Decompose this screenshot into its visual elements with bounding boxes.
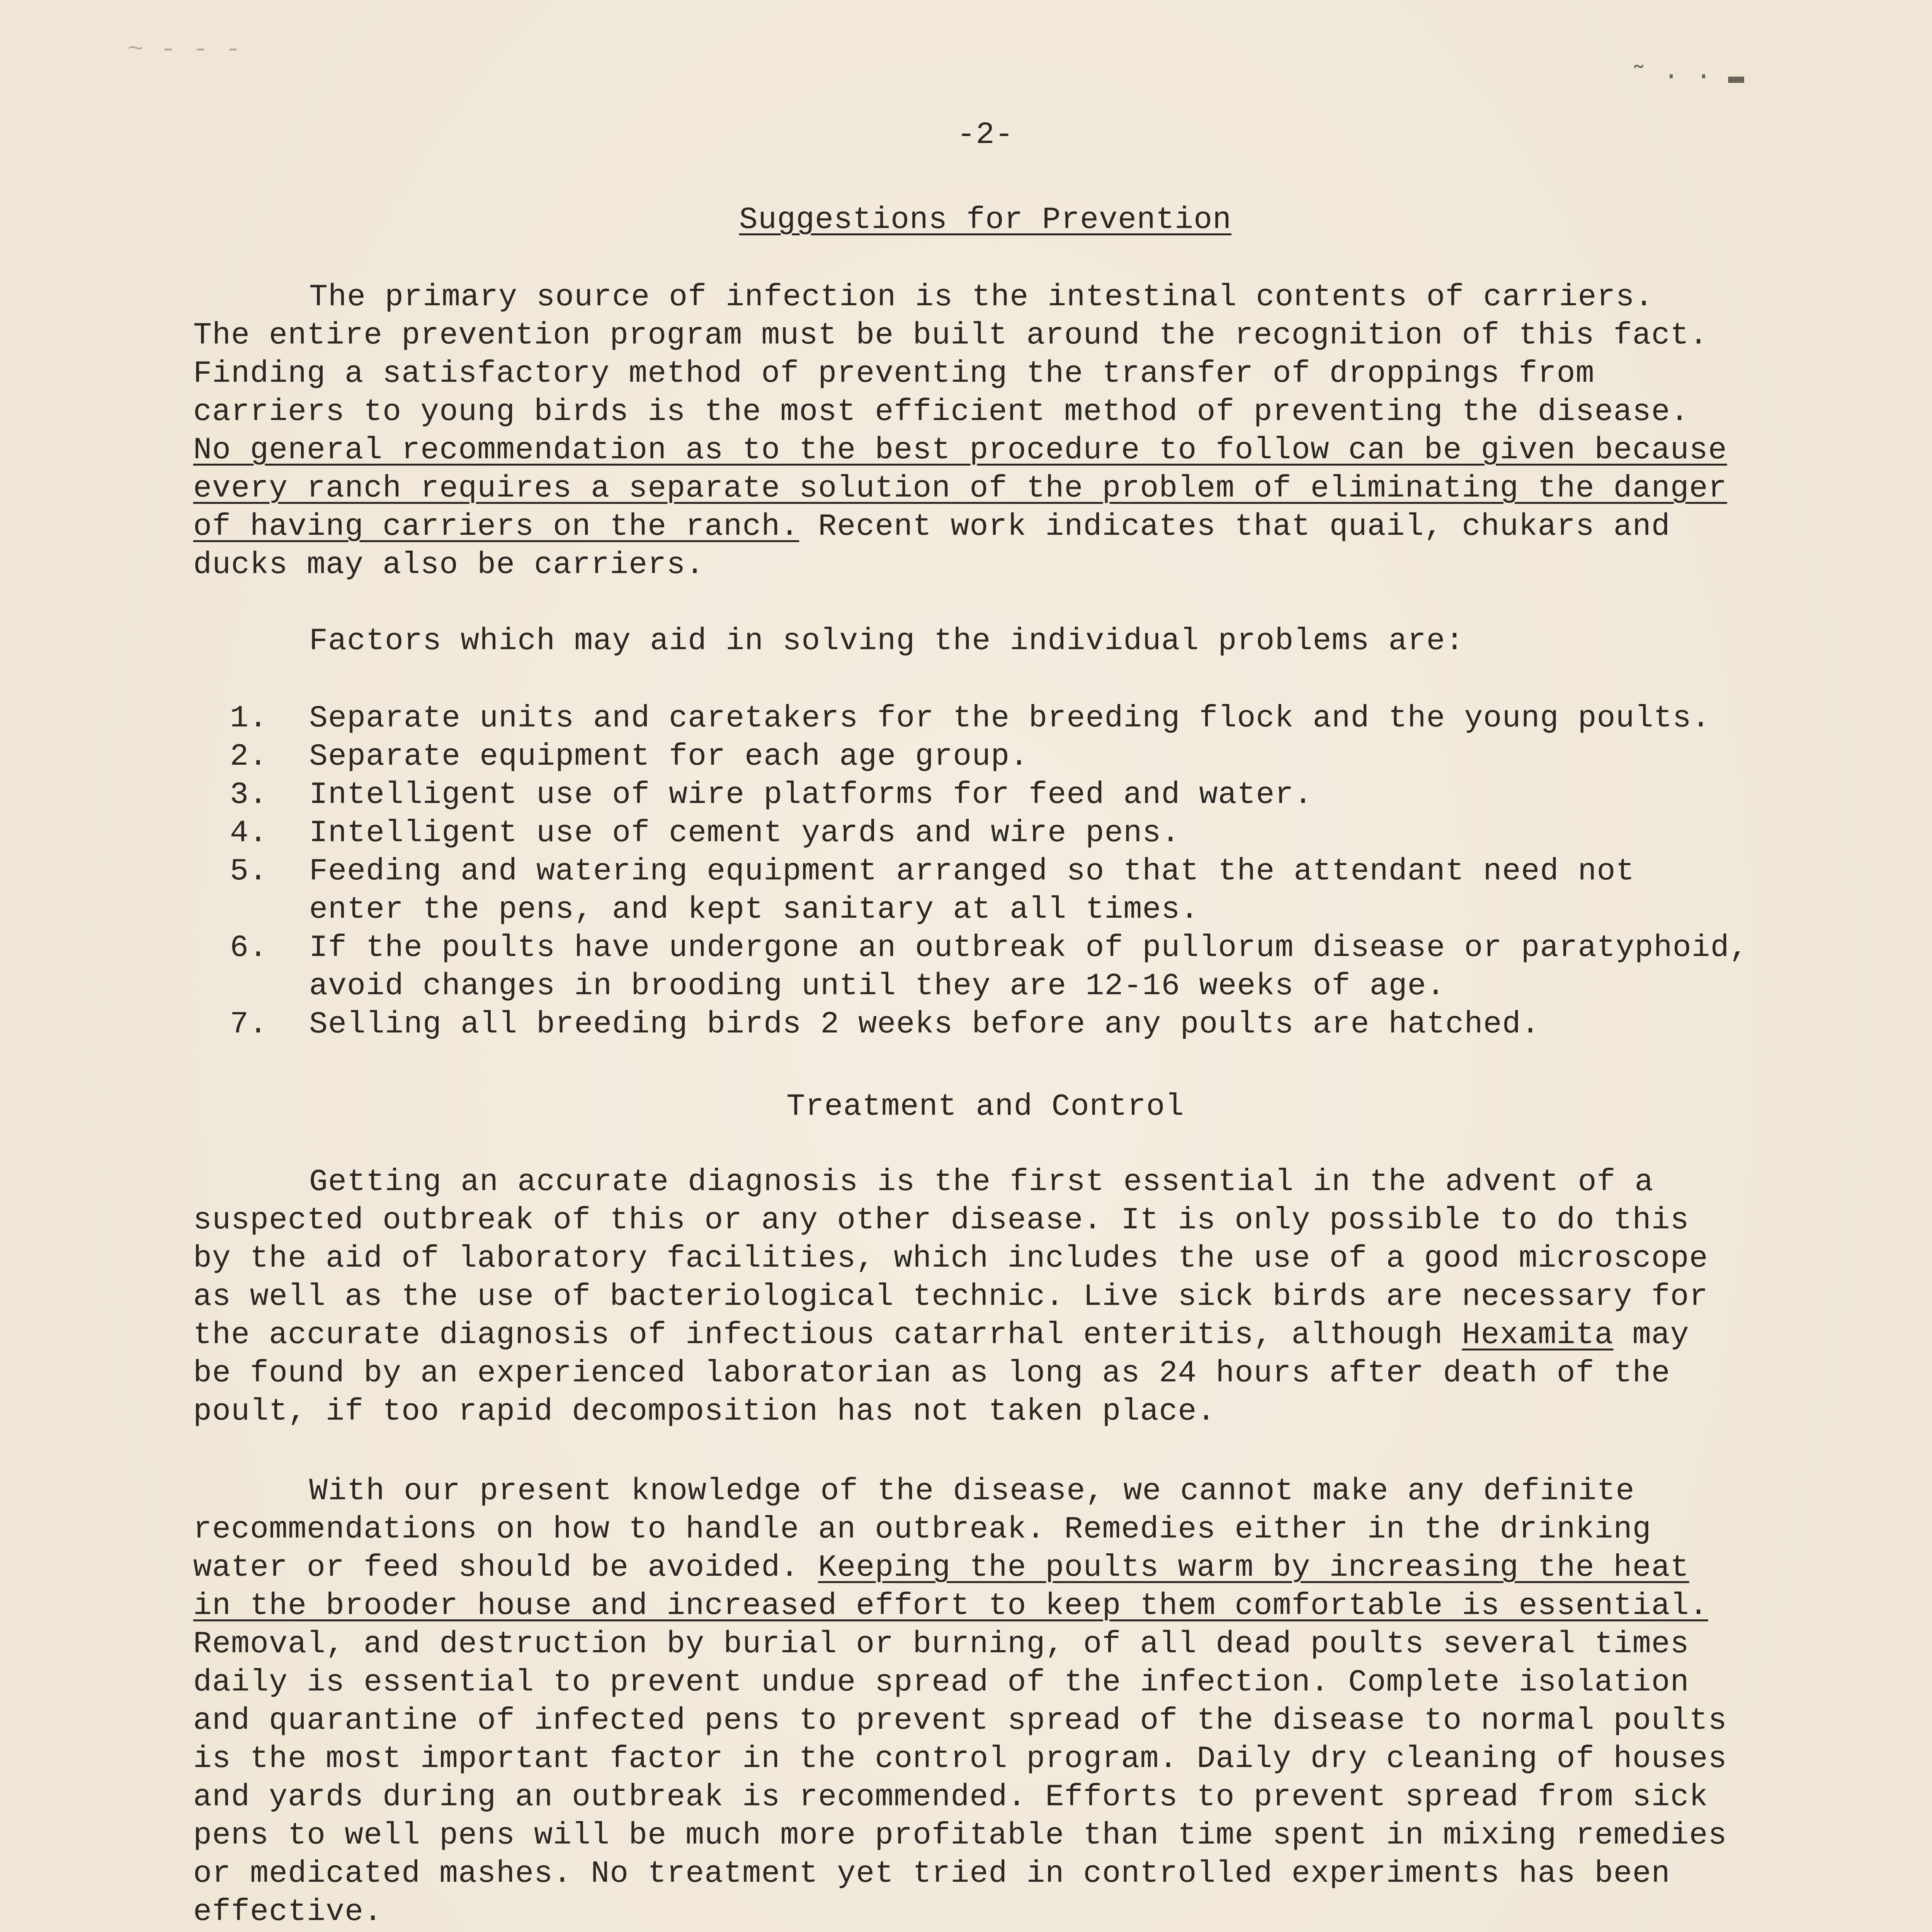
prevention-heading-text: Suggestions for Prevention <box>739 202 1232 238</box>
factors-intro: Factors which may aid in solving the individual problems are: <box>309 624 1464 659</box>
section-heading-treatment: Treatment and Control <box>786 1089 1184 1124</box>
list-item <box>193 852 1777 891</box>
paragraph-line: The primary source of infection is the intestinal contents of carriers. <box>309 280 1654 315</box>
list-item-number <box>193 967 309 1005</box>
list-item-number: 2. <box>230 739 268 774</box>
prevention-paragraph <box>193 278 1777 584</box>
paragraph-line: The entire prevention program must be built around the recognition of this fact. <box>193 318 1708 353</box>
paragraph-line: Removal, and destruction by burial or burning, of all dead poults several times <box>193 1627 1689 1662</box>
list-item <box>193 967 1777 1005</box>
page-specks-left: ~ - - - <box>128 35 242 65</box>
paragraph-line: suspected outbreak of this or any other disease. It is only possible to do this <box>193 1203 1689 1238</box>
list-item-number: 6. <box>230 930 268 966</box>
paragraph-line: as well as the use of bacteriological technic. Live sick birds are necessary for <box>193 1279 1708 1315</box>
section-heading-prevention <box>193 201 1777 239</box>
paragraph-line: Getting an accurate diagnosis is the first essential in the advent of a <box>309 1165 1654 1200</box>
list-item-number: 1. <box>230 701 268 736</box>
paragraph-line: or medicated mashes. No treatment yet tried in controlled experiments has been <box>193 1856 1670 1891</box>
paragraph-line: poult, if too rapid decomposition has not taken place. <box>193 1394 1216 1429</box>
list-item <box>193 699 1777 738</box>
list-item-number: 3. <box>230 777 268 813</box>
list-item <box>193 891 1777 929</box>
paragraph-line: be found by an experienced laboratorian as long as 24 hours after death of the <box>193 1356 1670 1391</box>
paragraph-line: water or feed should be avoided. Keeping the poults warm by increasing the heat <box>193 1550 1689 1585</box>
paragraph-line: the accurate diagnosis of infectious catarrhal enteritis, although Hexamita may <box>193 1318 1689 1353</box>
page-number: -2- <box>957 117 1014 153</box>
paragraph-line: daily is essential to prevent undue spread of the infection. Complete isolation <box>193 1665 1689 1700</box>
list-item-text: Intelligent use of wire platforms for feed and water. <box>309 777 1313 813</box>
list-item-number: 7. <box>230 1007 268 1042</box>
paragraph-line: and yards during an outbreak is recommended. Efforts to prevent spread from sick <box>193 1780 1708 1815</box>
list-item <box>193 929 1777 967</box>
list-item <box>193 1005 1777 1044</box>
list-item-text: avoid changes in brooding until they are 12-16 weeks of age. <box>309 969 1446 1004</box>
paragraph-line-underlined: in the brooder house and increased effort to keep them comfortable is essential. <box>193 1588 1708 1624</box>
paragraph-line: recommendations on how to handle an outbreak. Remedies either in the drinking <box>193 1512 1651 1547</box>
list-item <box>193 814 1777 852</box>
list-item-text: Feeding and watering equipment arranged so that the attendant need not <box>309 854 1635 889</box>
paragraph-line: effective. <box>193 1895 383 1930</box>
list-item-text: If the poults have undergone an outbreak of pullorum disease or paratyphoid, <box>309 930 1748 966</box>
treatment-paragraph-1 <box>193 1163 1777 1431</box>
paragraph-line-underlined: every ranch requires a separate solution of the problem of eliminating the danger <box>193 471 1727 506</box>
treatment-paragraph-2 <box>193 1472 1777 1931</box>
paragraph-line: ducks may also be carriers. <box>193 548 705 583</box>
list-item-text: enter the pens, and kept sanitary at all times. <box>309 892 1199 927</box>
list-item-text: Selling all breeding birds 2 weeks before any poults are hatched. <box>309 1007 1540 1042</box>
paragraph-line: carriers to young birds is the most efficient method of preventing the disease. <box>193 395 1689 430</box>
list-item <box>193 738 1777 776</box>
list-item-number: 4. <box>230 816 268 851</box>
paragraph-line: With our present knowledge of the disease, we cannot make any definite <box>309 1474 1635 1509</box>
list-item-text: Intelligent use of cement yards and wire pens. <box>309 816 1180 851</box>
paragraph-line: by the aid of laboratory facilities, which includes the use of a good microscope <box>193 1241 1708 1276</box>
paragraph-line: pens to well pens will be much more profitable than time spent in mixing remedies <box>193 1818 1727 1853</box>
list-item <box>193 776 1777 814</box>
list-item-number <box>193 891 309 929</box>
paragraph-line: Finding a satisfactory method of preventing the transfer of droppings from <box>193 356 1595 391</box>
list-item-text: Separate units and caretakers for the breeding flock and the young poults. <box>309 701 1711 736</box>
list-item-text: Separate equipment for each age group. <box>309 739 1029 774</box>
list-item-number: 5. <box>230 854 268 889</box>
paragraph-line-underlined: No general recommendation as to the best procedure to follow can be given because <box>193 433 1727 468</box>
factors-list <box>193 699 1777 1044</box>
page-specks: ˜ · · ▬ <box>1631 62 1745 92</box>
paragraph-line: of having carriers on the ranch. Recent work indicates that quail, chukars and <box>193 509 1670 544</box>
paragraph-line: is the most important factor in the control program. Daily dry cleaning of houses <box>193 1742 1727 1777</box>
paragraph-line: and quarantine of infected pens to prevent spread of the disease to normal poults <box>193 1703 1727 1738</box>
